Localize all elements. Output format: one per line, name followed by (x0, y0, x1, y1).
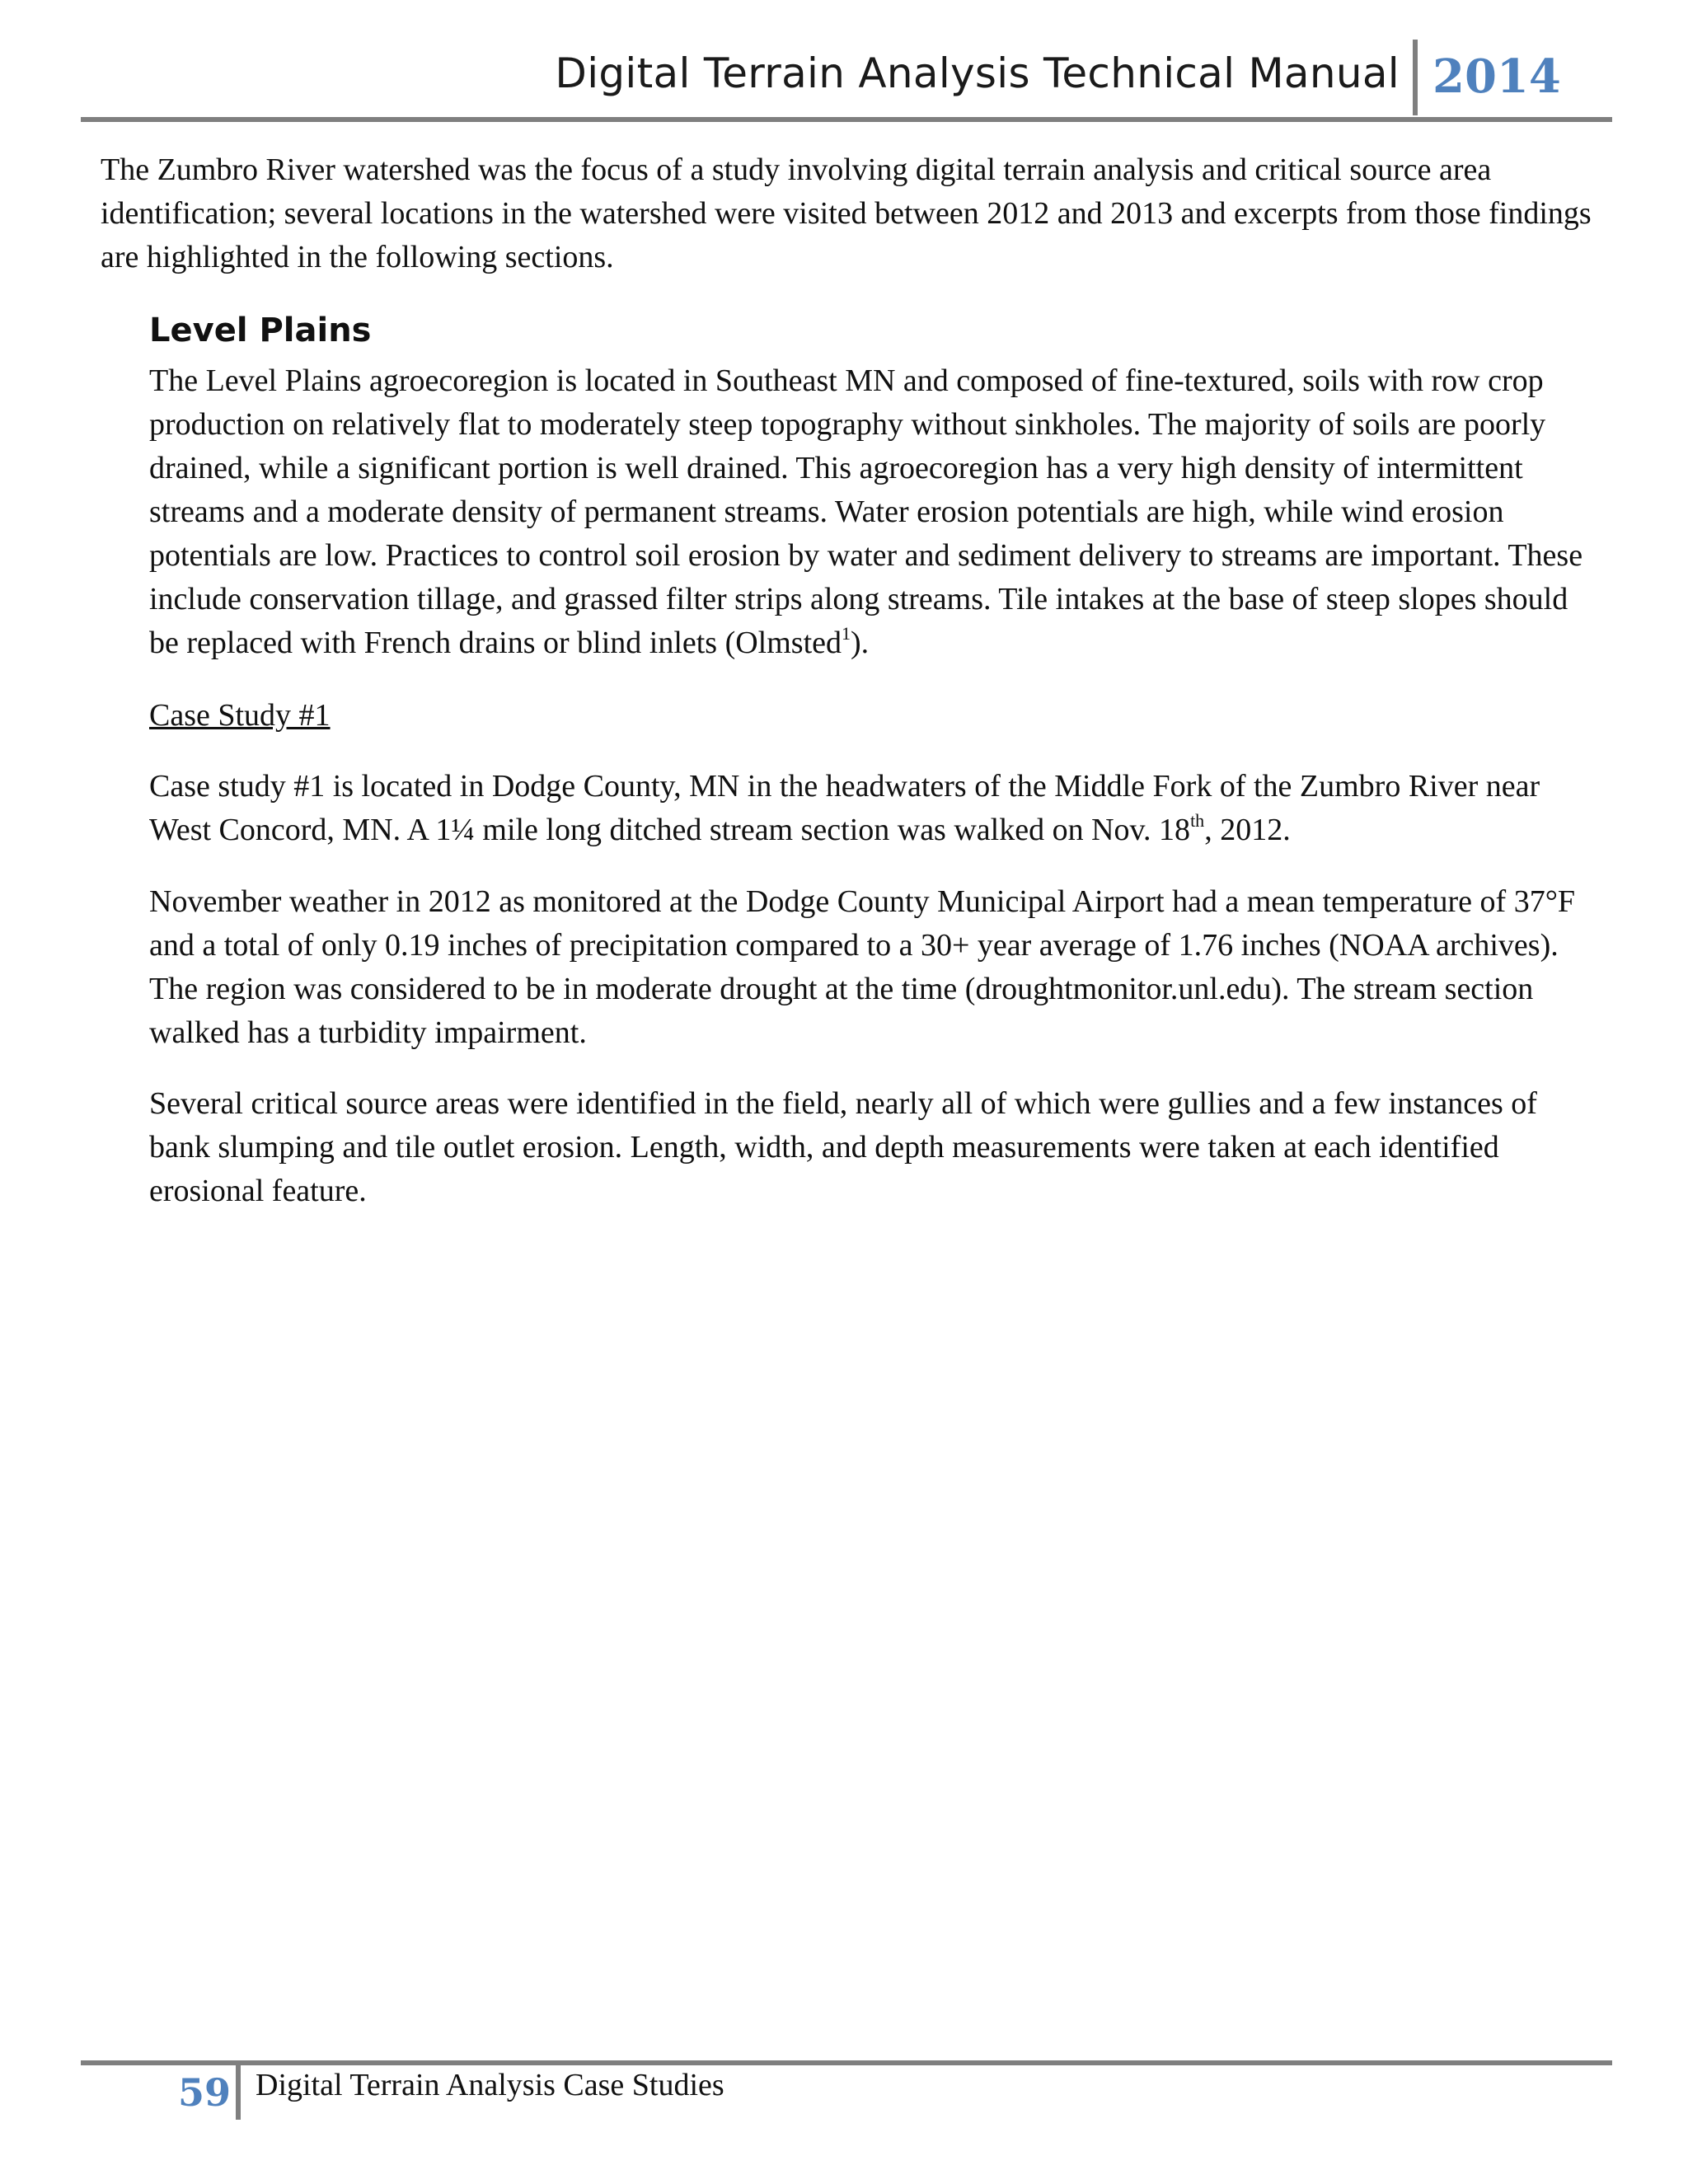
page-number: 59 (178, 2070, 232, 2115)
level-plains-text: The Level Plains agroecoregion is located in Southeast MN and composed of fine-textured, soils with row crop production on relatively flat to moderately steep topography without sinkholes. The majority of soils are poorly drained, while a significant portion is well drained. This agroecoregion has a very high density of intermittent streams and a moderate density of permanent streams. Water erosion potentials are high, while wind erosion potentials are low. Practices to control soil erosion by water and sediment delivery to streams are important. These include conservation tillage, and grassed filter strips along streams. Tile intakes at the base of steep slopes should be replaced with French drains or blind inlets (Olmsted (149, 363, 1583, 660)
critical-source-areas-paragraph: Several critical source areas were identified in the field, nearly all of which were gullies and a few instances of bank slumping and tile outlet erosion. Length, width, and depth measurements were taken at each identified erosional feature. (149, 1086, 1537, 1208)
case-study-text-1b: , 2012. (1204, 813, 1291, 847)
footnote-ref[interactable]: 1 (842, 623, 851, 644)
footer-divider (236, 2065, 241, 2120)
header-divider (1413, 40, 1418, 115)
case-study-heading: Case Study #1 (149, 698, 331, 733)
ordinal-suffix: th (1190, 810, 1205, 831)
page-header (81, 33, 1612, 124)
footer-rule (81, 2060, 1612, 2065)
intro-paragraph: The Zumbro River watershed was the focus of a study involving digital terrain analysis and critical source area identification; several locations in the watershed were visited between 2012 and 2013 and excerpts from those findings are highlighted in the following sections. (101, 152, 1592, 274)
section-heading-level-plains: Level Plains (149, 312, 372, 349)
level-plains-paragraph (149, 359, 1601, 665)
footer-text: Digital Terrain Analysis Case Studies (256, 2068, 724, 2102)
case-study-paragraph-1 (149, 765, 1601, 852)
case-study-text-1a: Case study #1 is located in Dodge County, MN in the headwaters of the Middle Fork of the Zumbro River near West Concord, MN. A 1¼ mile long ditched stream section was walked on Nov. 18 (149, 769, 1540, 847)
header-title: Digital Terrain Analysis Technical Manual (555, 49, 1400, 97)
weather-paragraph: November weather in 2012 as monitored at the Dodge County Municipal Airport had a mean temperature of 37°F and a total of only 0.19 inches of precipitation compared to a 30+ year average of 1.76 inches (NOAA archives). The region was considered to be in moderate drought at the time (droughtmonitor.unl.edu). The stream section walked has a turbidity impairment. (149, 884, 1576, 1050)
header-rule (81, 117, 1612, 122)
level-plains-text-end: ). (851, 626, 870, 660)
header-year: 2014 (1432, 49, 1561, 104)
